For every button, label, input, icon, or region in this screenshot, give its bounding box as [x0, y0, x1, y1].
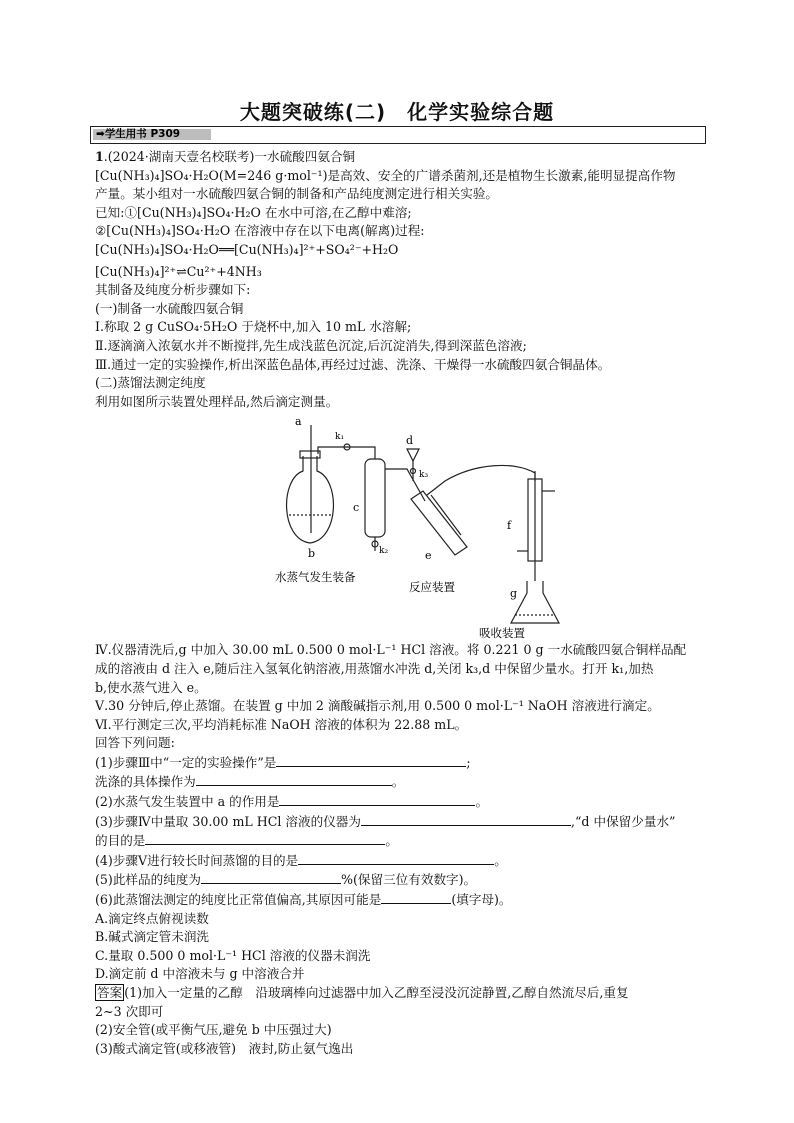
question-1a [95, 753, 707, 773]
q1b-end: 。 [391, 774, 405, 790]
q2-end: 。 [475, 794, 489, 810]
intro-line-1: [Cu(NH₃)₄]SO₄·H₂O(M=246 g·mol⁻¹)是高效、安全的广谱杀菌剂,还是植物生长激素,能明显提高作物 [95, 167, 676, 183]
label-f: f [507, 519, 512, 533]
part-1-heading: (一)制备一水硫酸四氨合铜 [95, 300, 244, 316]
q5-blank[interactable] [201, 870, 341, 884]
step-2: Ⅱ.逐滴滴入浓氨水并不断搅拌,先生成浅蓝色沉淀,后沉淀消失,得到深蓝色溶液; [95, 337, 527, 353]
q6-text: (6)此蒸馏法测定的纯度比正常值偏高,其原因可能是 [95, 892, 382, 908]
q5-text: (5)此样品的纯度为 [95, 872, 201, 888]
q1a-text: (1)步骤Ⅲ中“一定的实验操作”是 [95, 754, 277, 770]
question-header [95, 148, 707, 167]
steps-intro: 其制备及纯度分析步骤如下: [95, 282, 251, 298]
answer-tag: 答案 [97, 985, 123, 1000]
question-2 [95, 792, 707, 812]
part-2-heading: (二)蒸馏法测定纯度 [95, 375, 206, 391]
apparatus-diagram [95, 411, 707, 641]
student-book-banner [90, 126, 706, 144]
flask-b [287, 456, 334, 543]
label-a: a [295, 415, 302, 429]
answer-intro: 回答下列问题: [95, 735, 175, 751]
caption-steam-generator: 水蒸气发生装备 [275, 570, 356, 585]
q1b-blank[interactable] [196, 772, 392, 786]
label-e: e [425, 549, 432, 563]
question-4 [95, 851, 707, 871]
q3b-blank[interactable] [145, 831, 385, 845]
q5-end: %(保留三位有效数字)。 [341, 872, 477, 888]
q1a-end: ; [466, 754, 471, 770]
answer-1-line-1 [95, 984, 707, 1003]
q3a-blank[interactable] [361, 812, 571, 826]
known-1: 已知:①[Cu(NH₃)₄]SO₄·H₂O 在水中可溶,在乙醇中难溶; [95, 204, 412, 220]
question-6 [95, 890, 707, 910]
option-a: A.滴定终点俯视读数 [95, 910, 209, 926]
connecting-tube [427, 466, 535, 496]
q2-text: (2)水蒸气发生装置中 a 的作用是 [95, 794, 280, 810]
equation-1: [Cu(NH₃)₄]SO₄·H₂O══[Cu(NH₃)₄]²⁺+SO₄²⁻+H₂O [95, 241, 399, 257]
step-1: Ⅰ.称取 2 g CuSO₄·5H₂O 于烧杯中,加入 10 mL 水溶解; [95, 319, 412, 335]
q3a-end: ,“d 中保留少量水” [570, 813, 676, 829]
page-title: 大题突破练(二) 化学实验综合题 [239, 100, 555, 124]
q4-text: (4)步骤Ⅴ进行较长时间蒸馏的目的是 [95, 852, 299, 868]
label-k3: k₃ [419, 470, 429, 481]
q6-blank[interactable] [381, 890, 451, 904]
q3b-text: 的目的是 [95, 833, 146, 849]
answer-1-line-2: 2~3 次即可 [95, 1003, 164, 1019]
label-b: b [308, 547, 316, 561]
step-3: Ⅲ.通过一定的实验操作,析出深蓝色晶体,再经过过滤、洗涤、干燥得一水硫酸四氨合铜晶体。 [95, 356, 611, 372]
answer-2: (2)安全管(或平衡气压,避免 b 中压强过大) [95, 1022, 332, 1038]
equation-2: [Cu(NH₃)₄]²⁺⇌Cu²⁺+4NH₃ [95, 263, 262, 279]
q6-end: (填字母)。 [451, 892, 512, 908]
question-5 [95, 870, 707, 890]
apparatus-figure [95, 411, 707, 641]
caption-reaction: 反应装置 [409, 580, 455, 595]
q1b-text: 洗涤的具体操作为 [95, 774, 196, 790]
flask-outlet-tube [318, 447, 375, 459]
trap-c [365, 459, 385, 537]
question-source: .(2024·湖南天壹名校联考)一水硫酸四氨合铜 [103, 149, 356, 164]
option-c: C.量取 0.500 0 mol·L⁻¹ HCl 溶液的仪器未润洗 [95, 947, 371, 963]
q2-blank[interactable] [279, 792, 475, 806]
label-k1: k₁ [335, 432, 345, 443]
q3b-end: 。 [385, 833, 398, 849]
step-6: Ⅵ.平行测定三次,平均消耗标准 NaOH 溶液的体积为 22.88 mL。 [95, 716, 468, 732]
figure-intro: 利用如图所示装置处理样品,然后滴定测量。 [95, 393, 339, 409]
answer-1a: (1)加入一定量的乙醇 沿玻璃棒向过滤器中加入乙醇至浸没沉淀静置,乙醇自然流尽后,重复 [124, 985, 629, 1000]
banner-text: 学生用书 P309 [104, 128, 181, 140]
q4-end: 。 [494, 852, 507, 868]
intro-line-2: 产量。某小组对一水硫酸四氨合铜的制备和产品纯度测定进行相关实验。 [95, 186, 498, 202]
known-2: ②[Cu(NH₃)₄]SO₄·H₂O 在溶液中存在以下电离(解离)过程: [95, 223, 425, 239]
label-d: d [406, 434, 414, 448]
conical-flask-g [511, 581, 559, 623]
step-4-line-2: 成的溶液由 d 注入 e,随后注入氢氧化钠溶液,用蒸馏水冲洗 d,关闭 k₃,d 中保留少量水。打开 k₁,加热 [95, 660, 654, 676]
step-4-line-3: b,使水蒸气进入 e。 [95, 679, 207, 695]
question-1b [95, 772, 707, 792]
q1a-blank[interactable] [276, 753, 466, 767]
banner-label: ➡学生用书 P309 [93, 129, 211, 140]
q3a-text: (3)步骤Ⅳ中量取 30.00 mL HCl 溶液的仪器为 [95, 813, 361, 829]
label-g: g [510, 587, 518, 601]
step-4-line-1: Ⅳ.仪器清洗后,g 中加入 30.00 mL 0.500 0 mol·L⁻¹ HCl 溶液。将 0.221 0 g 一水硫酸四氨合铜样品配 [95, 642, 687, 658]
question-content [95, 148, 707, 1058]
question-number: 1 [95, 149, 104, 164]
answer-3: (3)酸式滴定管(或移液管) 液封,防止氨气逸出 [95, 1040, 354, 1056]
reaction-tube-e [411, 491, 467, 555]
label-k2: k₂ [379, 546, 389, 557]
question-3a [95, 812, 707, 832]
funnel-d [407, 449, 419, 461]
option-d: D.滴定前 d 中溶液未与 g 中溶液合并 [95, 966, 305, 982]
label-c: c [353, 501, 360, 515]
caption-absorption: 吸收装置 [479, 626, 525, 641]
option-b: B.碱式滴定管未润洗 [95, 929, 210, 945]
q4-blank[interactable] [298, 851, 494, 865]
step-5: Ⅴ.30 分钟后,停止蒸馏。在装置 g 中加 2 滴酸碱指示剂,用 0.500 0 mol·L⁻¹ NaOH 溶液进行滴定。 [95, 698, 660, 714]
question-3b [95, 831, 707, 851]
